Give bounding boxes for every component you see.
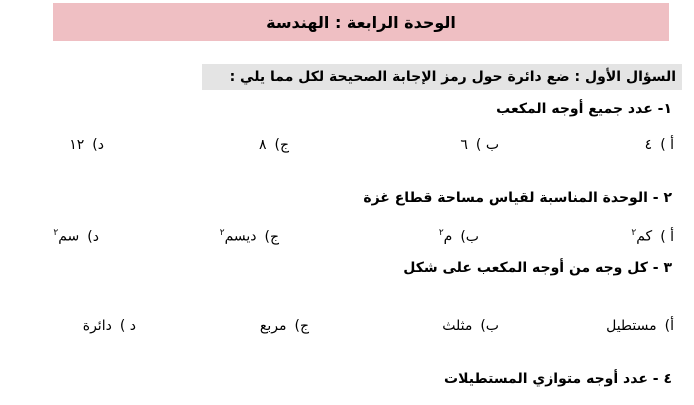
q3-option-c[interactable] [260,318,309,334]
option-exponent: ٢ [53,228,59,238]
option-value: مثلث [442,318,473,334]
q3-option-d[interactable] [83,318,136,334]
q2-option-a[interactable] [631,228,674,245]
q1-option-d[interactable] [69,137,104,153]
option-exponent: ٢ [438,228,444,238]
question-4-text: ٤ - عدد أوجه متوازي المستطيلات [444,371,672,387]
question-instruction: السؤال الأول : ضع دائرة حول رمز الإجابة الصحيحة لكل مما يلي : [202,64,682,90]
unit-title-bar [53,3,669,41]
option-label: أ ) [660,228,674,245]
option-label: د ) [119,318,136,334]
option-label: ج) [274,137,289,153]
option-label: ب) [480,318,499,334]
q3-option-b[interactable] [442,318,499,334]
q1-option-a[interactable] [645,137,674,153]
option-label: د) [87,228,99,245]
option-value: دائرة [82,318,112,334]
option-exponent: ٢ [631,228,637,238]
question-1-text: ١- عدد جميع أوجه المكعب [496,101,672,117]
question-3-text: ٣ - كل وجه من أوجه المكعب على شكل [403,260,672,276]
option-label: أ ) [660,137,674,153]
option-label: ج) [294,318,309,334]
option-label: ب) [460,228,479,245]
question-2-text: ٢ - الوحدة المناسبة لقياس مساحة قطاع غزة [363,190,672,206]
option-value: ٦ [460,137,468,153]
option-value: سم [58,228,80,245]
option-label: ج) [264,228,279,245]
option-exponent: ٢ [219,228,225,238]
option-value: ديسم [224,228,257,245]
q3-option-a[interactable] [606,318,674,334]
option-label: ب ) [475,137,499,153]
option-label: د) [92,137,104,153]
option-value: ١٢ [69,137,85,153]
q1-option-c[interactable] [259,137,289,153]
option-label: أ) [664,318,674,334]
q1-option-b[interactable] [460,137,499,153]
option-value: ٨ [258,137,267,153]
option-value: م [443,228,453,245]
q2-option-d[interactable] [53,228,99,245]
q2-option-b[interactable] [439,228,479,245]
q2-option-c[interactable] [220,228,279,245]
option-value: ٤ [644,137,653,153]
unit-title: الوحدة الرابعة : الهندسة [266,12,456,32]
option-value: مربع [259,318,287,334]
option-value: مستطيل [606,318,657,334]
option-value: كم [636,228,653,245]
